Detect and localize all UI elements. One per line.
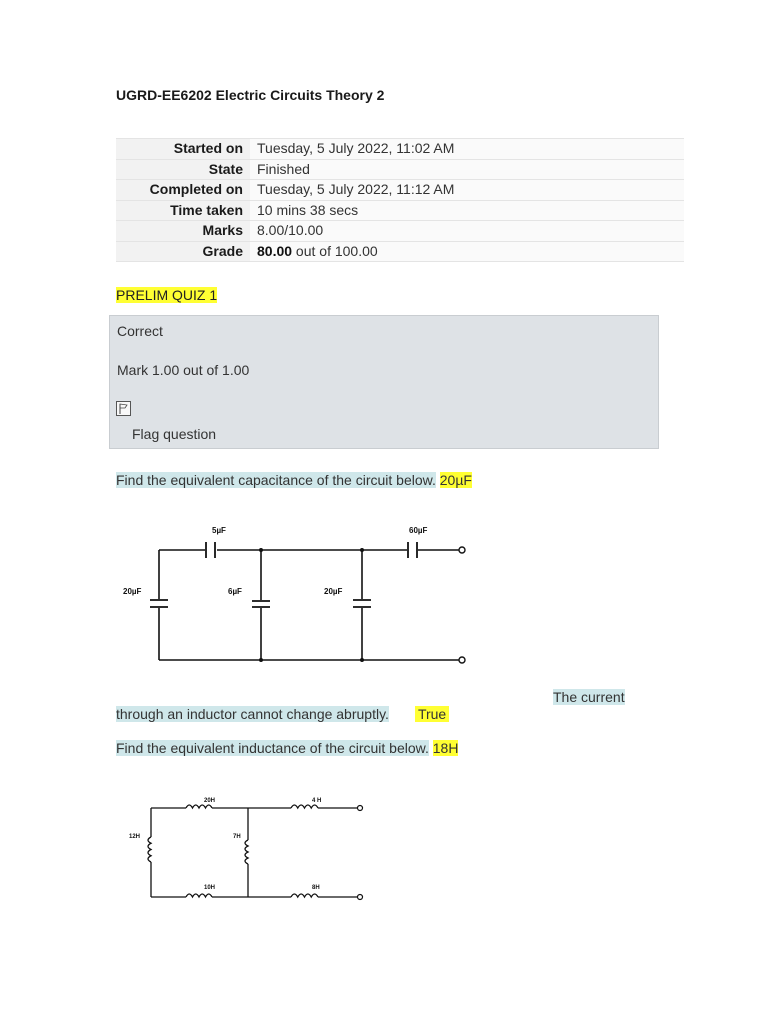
summary-label: Marks: [116, 221, 250, 242]
summary-label: Started on: [116, 139, 250, 160]
question-2-prompt-part-1: The current: [553, 689, 625, 705]
summary-value: Tuesday, 5 July 2022, 11:02 AM: [250, 139, 684, 160]
question-3-answer: 18H: [432, 740, 459, 756]
question-1-answer: 20µF: [439, 472, 472, 488]
inductor-label: 7H: [233, 834, 241, 840]
inductor-8h-coil: [291, 894, 318, 897]
grade-suffix: out of 100.00: [292, 242, 378, 259]
inductor-7h-coil: [245, 840, 248, 864]
question-2-answer-text: True: [417, 706, 447, 722]
summary-value: Finished: [250, 159, 684, 180]
summary-value: 10 mins 38 secs: [250, 200, 684, 221]
inductor-20h-coil: [186, 805, 212, 808]
inductor-4h-coil: [291, 805, 318, 808]
page-title: UGRD-EE6202 Electric Circuits Theory 2: [116, 87, 385, 103]
summary-label: Time taken: [116, 200, 250, 221]
question-2-prompt-part-2: through an inductor cannot change abruptly.: [116, 706, 389, 722]
question-status: Correct: [117, 323, 163, 339]
inductor-label: 4 H: [312, 798, 322, 804]
terminal: [358, 895, 363, 900]
question-3-prompt: Find the equivalent inductance of the circuit below.: [116, 740, 429, 756]
capacitor-label: 20µF: [324, 587, 343, 596]
capacitor-label: 5µF: [212, 526, 226, 535]
inductor-label: 8H: [312, 885, 320, 891]
summary-label: State: [116, 159, 250, 180]
question-1-prompt: Find the equivalent capacitance of the circuit below.: [116, 472, 436, 488]
summary-label: Completed on: [116, 180, 250, 201]
summary-value: Tuesday, 5 July 2022, 11:12 AM: [250, 180, 684, 201]
question-mark: Mark 1.00 out of 1.00: [117, 362, 250, 378]
inductor-10h-coil: [186, 894, 212, 897]
inductor-label: 12H: [129, 834, 141, 840]
inductor-12h-coil: [148, 837, 151, 862]
terminal: [358, 806, 363, 811]
inductor-label: 10H: [204, 885, 216, 891]
capacitor-label: 60µF: [409, 526, 428, 535]
capacitor-label: 6µF: [228, 587, 242, 596]
inductor-label: 20H: [204, 798, 216, 804]
quiz-heading-text: PRELIM QUIZ 1: [116, 287, 218, 303]
summary-label: Grade: [116, 241, 250, 262]
flag-question-link[interactable]: Flag question: [132, 426, 217, 442]
summary-value: 8.00/10.00: [250, 221, 684, 242]
grade-value: 80.00: [257, 242, 293, 259]
capacitor-label: 20µF: [123, 587, 142, 596]
